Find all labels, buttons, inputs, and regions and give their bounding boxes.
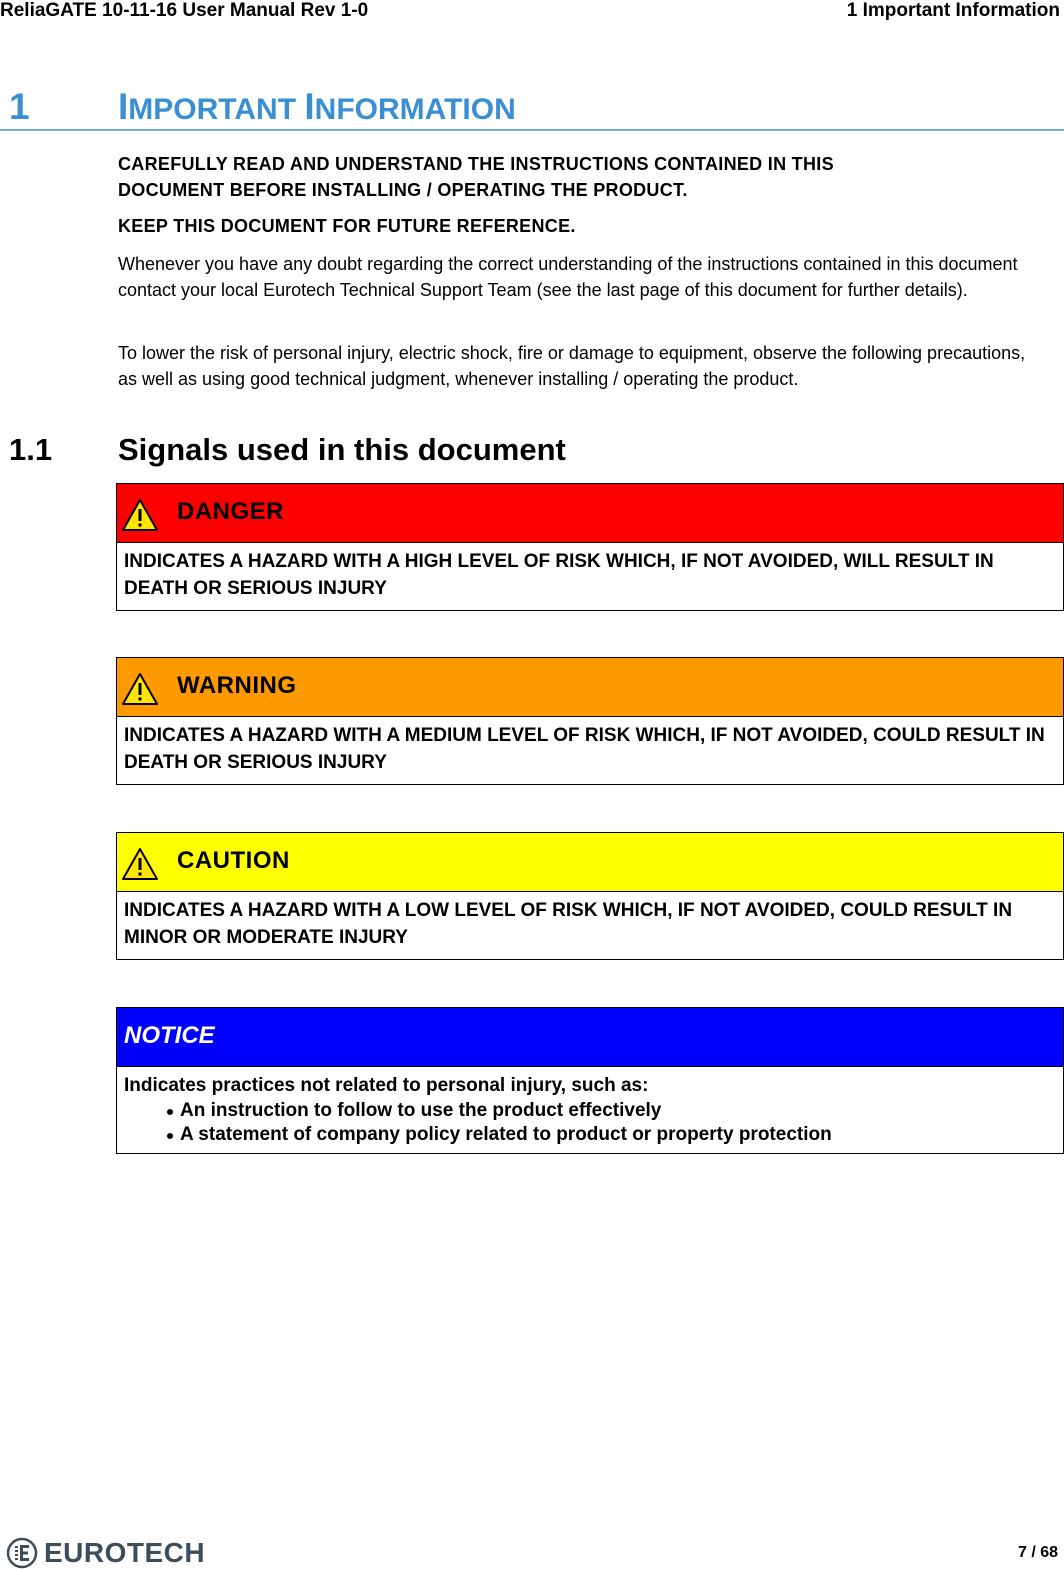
eurotech-logo: [6, 1537, 205, 1569]
warning-box: [116, 657, 1064, 785]
header-chapter-title: 1 Important Information: [846, 0, 1060, 21]
notice-label: NOTICE: [124, 1022, 215, 1049]
eurotech-logo-text: EUROTECH: [44, 1537, 206, 1568]
section-number: 1: [9, 86, 30, 127]
intro-keep: KEEP THIS DOCUMENT FOR FUTURE REFERENCE.: [118, 216, 576, 236]
caution-header: [117, 833, 1063, 892]
section-rule: [0, 129, 1064, 131]
intro-risk: To lower the risk of personal injury, electric shock, fire or damage to equipment, observe the following precautions, as well as using good technical judgment, whenever installing / operating the product.: [118, 343, 1026, 389]
list-item: A statement of company policy related to product or property protection: [180, 1123, 1055, 1147]
subsection-title: Signals used in this document: [118, 432, 566, 467]
warning-label: WARNING: [177, 672, 297, 699]
intro-doubt: Whenever you have any doubt regarding the correct understanding of the instructions contained in this document contact your local Eurotech Technical Support Team (see the last page of this document for further details).: [118, 254, 1018, 300]
notice-bullet-list: [124, 1099, 1055, 1147]
eurotech-logo-icon: [6, 1537, 38, 1569]
header-document-title: ReliaGATE 10-11-16 User Manual Rev 1-0: [0, 0, 369, 21]
caution-label: CAUTION: [177, 847, 290, 874]
caution-text: INDICATES A HAZARD WITH A LOW LEVEL OF RISK WHICH, IF NOT AVOIDED, COULD RESULT IN MINOR OR MODERATE INJURY: [124, 900, 1013, 948]
subsection-number: 1.1: [9, 432, 53, 467]
section-title: IMPORTANT INFORMATION: [118, 86, 516, 127]
notice-body: [117, 1067, 1063, 1153]
list-item: An instruction to follow to use the product effectively: [180, 1099, 1055, 1123]
warning-text: INDICATES A HAZARD WITH A MEDIUM LEVEL OF RISK WHICH, IF NOT AVOIDED, COULD RESULT IN DEATH OR SERIOUS INJURY: [124, 725, 1045, 773]
danger-box: [116, 483, 1064, 611]
caution-box: [116, 832, 1064, 960]
notice-box: [116, 1007, 1064, 1154]
danger-label: DANGER: [177, 498, 285, 525]
notice-text: Indicates practices not related to personal injury, such as:: [124, 1075, 649, 1096]
intro-warning: CAREFULLY READ AND UNDERSTAND THE INSTRUCTIONS CONTAINED IN THIS DOCUMENT BEFORE INSTALLING / OPERATING THE PRODUCT.: [118, 154, 834, 200]
page-number: 7 / 68: [1017, 1544, 1058, 1561]
danger-text: INDICATES A HAZARD WITH A HIGH LEVEL OF RISK WHICH, IF NOT AVOIDED, WILL RESULT IN DEATH OR SERIOUS INJURY: [124, 551, 994, 599]
warning-triangle-icon: [121, 672, 159, 706]
warning-triangle-icon: [121, 498, 159, 532]
notice-header: [117, 1008, 1063, 1067]
warning-header: [117, 658, 1063, 717]
danger-header: [117, 484, 1063, 543]
warning-triangle-icon: [121, 847, 159, 881]
